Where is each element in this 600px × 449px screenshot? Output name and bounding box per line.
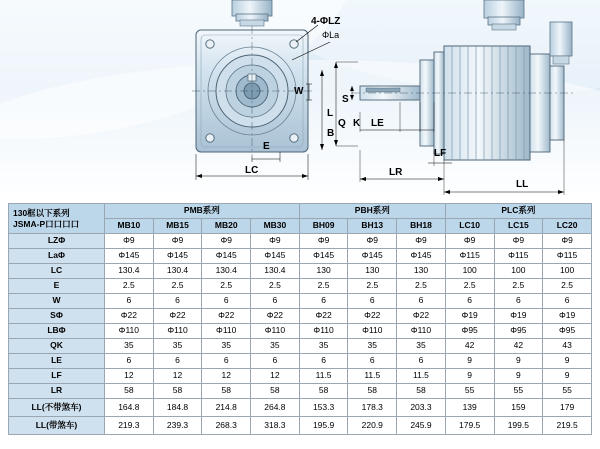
table-cell: 6 [348,294,397,309]
table-cell: 318.3 [251,417,300,435]
table-cell: 9 [494,354,543,369]
table-cell: 164.8 [105,399,154,417]
table-cell: 130.4 [202,264,251,279]
table-cell: 12 [202,369,251,384]
dim-label-q: Q [338,118,346,129]
table-cell: 35 [299,339,348,354]
table-cell: 2.5 [153,279,202,294]
table-cell: 55 [494,384,543,399]
col-header-mb10: MB10 [105,219,154,234]
table-row [9,324,592,339]
col-header-bh09: BH09 [299,219,348,234]
table-cell: Φ145 [105,249,154,264]
dim-label-lf: LF [434,148,447,159]
table-cell: 58 [202,384,251,399]
table-cell: Φ115 [445,249,494,264]
table-cell: 9 [543,369,592,384]
table-cell: 2.5 [445,279,494,294]
row-header: LC [9,264,105,279]
table-cell: Φ22 [105,309,154,324]
table-cell: 2.5 [202,279,251,294]
table-cell: Φ110 [202,324,251,339]
row-header: LBΦ [9,324,105,339]
table-cell: 199.5 [494,417,543,435]
row-header: LE [9,354,105,369]
table-cell: 245.9 [397,417,446,435]
table-row [9,339,592,354]
table-cell: Φ95 [543,324,592,339]
table-row [9,309,592,324]
table-cell: 55 [445,384,494,399]
col-header-bh18: BH18 [397,219,446,234]
table-cell: 6 [105,294,154,309]
dim-label-s: S [342,94,349,105]
table-row [9,354,592,369]
row-header: LL(不带煞车) [9,399,105,417]
table-cell: Φ145 [153,249,202,264]
dim-label-e: E [263,141,270,152]
technical-drawing [0,0,600,200]
row-header: LL(带煞车) [9,417,105,435]
table-cell: Φ145 [397,249,446,264]
table-cell: 178.3 [348,399,397,417]
col-header-bh13: BH13 [348,219,397,234]
table-cell: 239.3 [153,417,202,435]
table-cell: 130.4 [153,264,202,279]
table-cell: 58 [153,384,202,399]
table-cell: 6 [251,294,300,309]
table-cell: 179 [543,399,592,417]
dim-label-lc: LC [245,165,259,176]
dim-label-b: B [327,128,335,139]
table-cell: Φ9 [153,234,202,249]
table-cell: 2.5 [543,279,592,294]
table-cell: 264.8 [251,399,300,417]
table-cell: Φ110 [299,324,348,339]
table-cell: 6 [202,354,251,369]
table-cell: Φ9 [202,234,251,249]
dim-label-le: LE [371,118,384,129]
table-cell: 42 [494,339,543,354]
table-cell: 219.5 [543,417,592,435]
group-header-plc: PLC系列 [445,204,591,219]
table-cell: 130.4 [105,264,154,279]
table-cell: 2.5 [348,279,397,294]
table-cell: 35 [105,339,154,354]
drawing-svg [0,0,600,200]
table-cell: 58 [397,384,446,399]
table-cell: 130 [348,264,397,279]
table-cell: 153.3 [299,399,348,417]
table-cell: 195.9 [299,417,348,435]
table-cell: 100 [543,264,592,279]
table-cell: 43 [543,339,592,354]
table-cell: 9 [543,354,592,369]
table-cell: 179.5 [445,417,494,435]
table-cell: 42 [445,339,494,354]
table-corner-cell [9,204,105,234]
table-cell: 6 [105,354,154,369]
table-cell: Φ22 [153,309,202,324]
dim-label-w: W [294,86,304,97]
table-cell: Φ9 [397,234,446,249]
dim-label-lr: LR [389,167,403,178]
table-cell: Φ145 [348,249,397,264]
table-cell: 268.3 [202,417,251,435]
dimension-table [8,203,592,435]
table-row [9,369,592,384]
table-cell: Φ95 [445,324,494,339]
table-cell: 159 [494,399,543,417]
table-cell: 58 [251,384,300,399]
dim-label-k: K [353,118,361,129]
table-cell: 58 [105,384,154,399]
table-cell: Φ22 [251,309,300,324]
table-cell: 11.5 [397,369,446,384]
table-cell: 6 [153,354,202,369]
table-cell: 6 [494,294,543,309]
table-group-header-row [9,204,592,219]
table-cell: 100 [445,264,494,279]
table-row [9,384,592,399]
dim-label-l: L [327,108,334,119]
table-cell: Φ9 [348,234,397,249]
table-cell: 58 [348,384,397,399]
table-cell: Φ19 [543,309,592,324]
table-cell: 6 [543,294,592,309]
table-cell: 11.5 [348,369,397,384]
table-row [9,417,592,435]
row-header: E [9,279,105,294]
col-header-lc20: LC20 [543,219,592,234]
table-cell: 130 [299,264,348,279]
table-cell: 6 [202,294,251,309]
table-cell: 130 [397,264,446,279]
table-cell: Φ22 [397,309,446,324]
table-cell: 6 [397,354,446,369]
group-header-pmb: PMB系列 [105,204,300,219]
table-cell: Φ22 [202,309,251,324]
table-row [9,294,592,309]
table-cell: 58 [299,384,348,399]
table-cell: Φ22 [348,309,397,324]
row-header: W [9,294,105,309]
table-cell: Φ9 [105,234,154,249]
row-header: SΦ [9,309,105,324]
table-cell: 35 [348,339,397,354]
table-cell: Φ115 [543,249,592,264]
table-cell: 35 [251,339,300,354]
group-header-pbh: PBH系列 [299,204,445,219]
row-header: LF [9,369,105,384]
table-cell: 55 [543,384,592,399]
table-cell: 2.5 [105,279,154,294]
dim-label-ll: LL [516,179,529,190]
table-cell: Φ9 [445,234,494,249]
row-header: QK [9,339,105,354]
table-cell: Φ115 [494,249,543,264]
table-cell: 130.4 [251,264,300,279]
table-cell: Φ145 [299,249,348,264]
table-cell: 6 [153,294,202,309]
table-cell: 9 [445,354,494,369]
col-header-mb15: MB15 [153,219,202,234]
corner-line-2: JSMA-P口口口口 [13,218,80,229]
table-cell: 12 [251,369,300,384]
row-header: LZΦ [9,234,105,249]
table-cell: 2.5 [397,279,446,294]
col-header-mb20: MB20 [202,219,251,234]
table-cell: Φ110 [348,324,397,339]
col-header-mb30: MB30 [251,219,300,234]
table-cell: 35 [202,339,251,354]
table-cell: 12 [153,369,202,384]
table-cell: 6 [299,294,348,309]
table-cell: 214.8 [202,399,251,417]
table-cell: Φ110 [105,324,154,339]
table-row [9,234,592,249]
table-cell: Φ9 [494,234,543,249]
table-cell: Φ19 [445,309,494,324]
col-header-lc15: LC15 [494,219,543,234]
table-cell: 6 [251,354,300,369]
table-cell: Φ9 [251,234,300,249]
table-cell: 2.5 [494,279,543,294]
table-cell: Φ110 [251,324,300,339]
table-cell: 6 [299,354,348,369]
table-cell: 100 [494,264,543,279]
table-cell: Φ110 [397,324,446,339]
table-cell: 6 [348,354,397,369]
col-header-lc10: LC10 [445,219,494,234]
table-cell: Φ145 [202,249,251,264]
table-cell: 9 [494,369,543,384]
dim-label-la: ΦLa [322,30,340,40]
table-cell: 2.5 [299,279,348,294]
table-cell: 35 [153,339,202,354]
row-header: LR [9,384,105,399]
table-cell: 6 [445,294,494,309]
table-cell: Φ95 [494,324,543,339]
table-cell: 2.5 [251,279,300,294]
row-header: LaΦ [9,249,105,264]
table-row [9,249,592,264]
dimension-table-wrapper [8,203,592,435]
table-cell: 184.8 [153,399,202,417]
table-cell: Φ19 [494,309,543,324]
table-cell: 139 [445,399,494,417]
table-body [9,234,592,435]
table-cell: 12 [105,369,154,384]
table-cell: 219.3 [105,417,154,435]
table-cell: 9 [445,369,494,384]
table-row [9,264,592,279]
table-cell: 6 [397,294,446,309]
table-cell: Φ110 [153,324,202,339]
corner-line-1: 130框以下系列 [13,207,70,218]
table-cell: Φ9 [543,234,592,249]
table-cell: Φ9 [299,234,348,249]
table-cell: 35 [397,339,446,354]
table-cell: Φ22 [299,309,348,324]
table-cell: Φ145 [251,249,300,264]
table-row [9,279,592,294]
dim-label-lz: 4-ΦLZ [311,16,341,27]
table-cell: 203.3 [397,399,446,417]
table-cell: 220.9 [348,417,397,435]
table-row [9,399,592,417]
table-cell: 11.5 [299,369,348,384]
